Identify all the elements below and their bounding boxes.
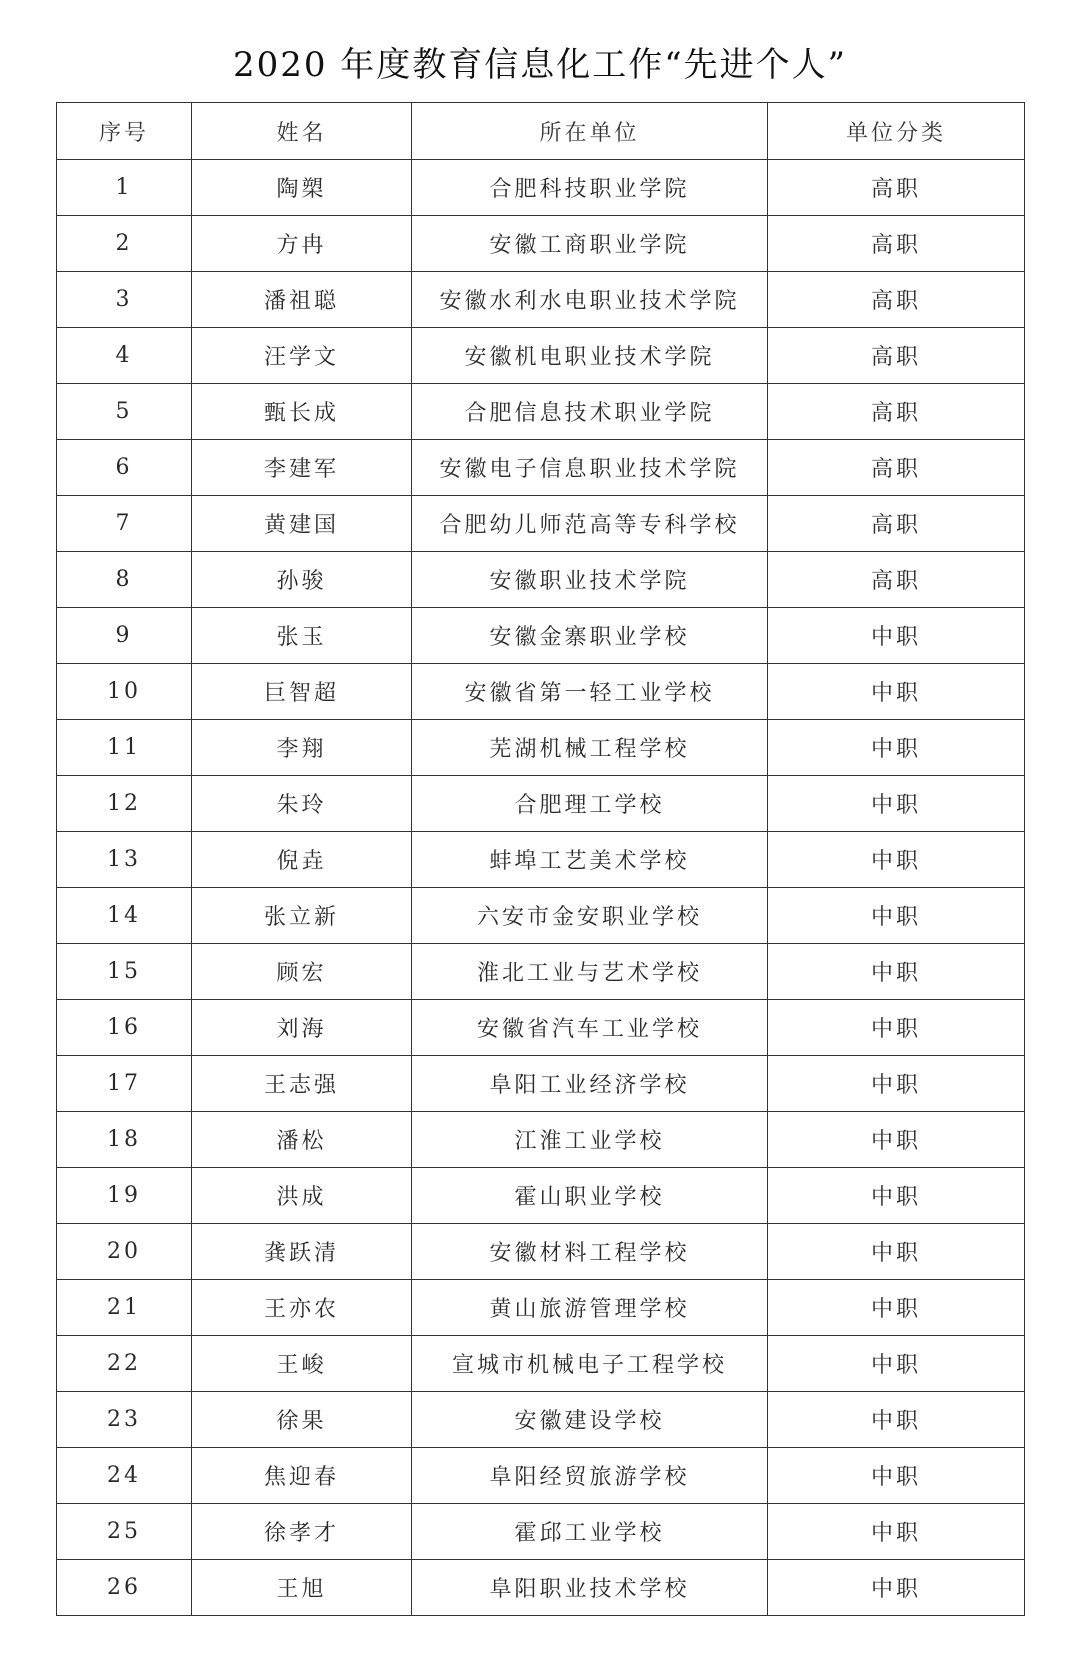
table-row: [57, 1224, 1025, 1280]
table-row: [57, 1112, 1025, 1168]
cell-name: 黄建国: [192, 496, 412, 552]
cell-category: 中职: [768, 1224, 1025, 1280]
cell-name: 潘祖聪: [192, 272, 412, 328]
cell-name: 倪垚: [192, 832, 412, 888]
cell-unit: 合肥幼儿师范高等专科学校: [412, 496, 768, 552]
cell-index: 14: [57, 888, 192, 944]
cell-index: 3: [57, 272, 192, 328]
table-header-row: [57, 103, 1025, 160]
page-title: 2020 年度教育信息化工作“先进个人”: [232, 45, 848, 85]
cell-index: 8: [57, 552, 192, 608]
cell-unit: 合肥理工学校: [412, 776, 768, 832]
table-row: [57, 1336, 1025, 1392]
cell-unit: 宣城市机械电子工程学校: [412, 1336, 768, 1392]
cell-name: 洪成: [192, 1168, 412, 1224]
cell-name: 张玉: [192, 608, 412, 664]
cell-category: 中职: [768, 664, 1025, 720]
cell-name: 顾宏: [192, 944, 412, 1000]
cell-index: 6: [57, 440, 192, 496]
cell-category: 高职: [768, 328, 1025, 384]
table-row: [57, 888, 1025, 944]
cell-unit: 合肥信息技术职业学院: [412, 384, 768, 440]
cell-unit: 安徽金寨职业学校: [412, 608, 768, 664]
cell-category: 中职: [768, 1392, 1025, 1448]
cell-name: 李翔: [192, 720, 412, 776]
table-row: [57, 1056, 1025, 1112]
cell-category: 中职: [768, 1280, 1025, 1336]
cell-name: 王旭: [192, 1560, 412, 1616]
cell-category: 中职: [768, 1056, 1025, 1112]
cell-category: 中职: [768, 944, 1025, 1000]
cell-unit: 淮北工业与艺术学校: [412, 944, 768, 1000]
table-row: [57, 776, 1025, 832]
cell-name: 王亦农: [192, 1280, 412, 1336]
table-row: [57, 608, 1025, 664]
cell-category: 中职: [768, 888, 1025, 944]
table-row: [57, 552, 1025, 608]
cell-unit: 六安市金安职业学校: [412, 888, 768, 944]
cell-unit: 安徽建设学校: [412, 1392, 768, 1448]
cell-name: 巨智超: [192, 664, 412, 720]
cell-index: 16: [57, 1000, 192, 1056]
cell-unit: 阜阳工业经济学校: [412, 1056, 768, 1112]
cell-name: 刘海: [192, 1000, 412, 1056]
cell-index: 26: [57, 1560, 192, 1616]
cell-unit: 安徽电子信息职业技术学院: [412, 440, 768, 496]
header-category: 单位分类: [768, 103, 1025, 160]
cell-index: 7: [57, 496, 192, 552]
cell-category: 高职: [768, 272, 1025, 328]
cell-unit: 霍山职业学校: [412, 1168, 768, 1224]
cell-name: 甄长成: [192, 384, 412, 440]
cell-name: 潘松: [192, 1112, 412, 1168]
table-row: [57, 328, 1025, 384]
cell-index: 2: [57, 216, 192, 272]
cell-name: 焦迎春: [192, 1448, 412, 1504]
cell-index: 22: [57, 1336, 192, 1392]
header-name: 姓名: [192, 103, 412, 160]
table-row: [57, 1000, 1025, 1056]
cell-unit: 霍邱工业学校: [412, 1504, 768, 1560]
cell-name: 王峻: [192, 1336, 412, 1392]
cell-unit: 安徽工商职业学院: [412, 216, 768, 272]
cell-name: 李建军: [192, 440, 412, 496]
cell-index: 9: [57, 608, 192, 664]
table-row: [57, 664, 1025, 720]
cell-name: 朱玲: [192, 776, 412, 832]
cell-category: 中职: [768, 1560, 1025, 1616]
cell-category: 中职: [768, 1168, 1025, 1224]
advanced-individuals-table: [56, 102, 1025, 1616]
cell-index: 25: [57, 1504, 192, 1560]
cell-unit: 阜阳职业技术学校: [412, 1560, 768, 1616]
cell-name: 方冉: [192, 216, 412, 272]
cell-unit: 蚌埠工艺美术学校: [412, 832, 768, 888]
cell-index: 18: [57, 1112, 192, 1168]
cell-category: 高职: [768, 440, 1025, 496]
table-row: [57, 160, 1025, 216]
cell-name: 孙骏: [192, 552, 412, 608]
cell-category: 中职: [768, 1112, 1025, 1168]
cell-index: 5: [57, 384, 192, 440]
table-row: [57, 496, 1025, 552]
cell-category: 中职: [768, 776, 1025, 832]
cell-index: 4: [57, 328, 192, 384]
cell-name: 汪学文: [192, 328, 412, 384]
cell-name: 陶槊: [192, 160, 412, 216]
table-row: [57, 1280, 1025, 1336]
cell-index: 21: [57, 1280, 192, 1336]
table-row: [57, 1504, 1025, 1560]
cell-category: 高职: [768, 384, 1025, 440]
table-row: [57, 1168, 1025, 1224]
cell-unit: 安徽省汽车工业学校: [412, 1000, 768, 1056]
table-row: [57, 944, 1025, 1000]
cell-category: 高职: [768, 552, 1025, 608]
cell-index: 17: [57, 1056, 192, 1112]
cell-category: 中职: [768, 1336, 1025, 1392]
cell-index: 10: [57, 664, 192, 720]
table-row: [57, 440, 1025, 496]
cell-name: 张立新: [192, 888, 412, 944]
cell-unit: 安徽省第一轻工业学校: [412, 664, 768, 720]
table-body: [57, 160, 1025, 1616]
cell-unit: 阜阳经贸旅游学校: [412, 1448, 768, 1504]
cell-category: 高职: [768, 160, 1025, 216]
cell-category: 中职: [768, 720, 1025, 776]
table-row: [57, 1448, 1025, 1504]
cell-category: 中职: [768, 1504, 1025, 1560]
cell-name: 龚跃清: [192, 1224, 412, 1280]
cell-name: 王志强: [192, 1056, 412, 1112]
cell-unit: 合肥科技职业学院: [412, 160, 768, 216]
cell-category: 中职: [768, 608, 1025, 664]
table-row: [57, 384, 1025, 440]
cell-category: 中职: [768, 1448, 1025, 1504]
cell-index: 11: [57, 720, 192, 776]
cell-category: 中职: [768, 832, 1025, 888]
cell-index: 19: [57, 1168, 192, 1224]
header-unit: 所在单位: [412, 103, 768, 160]
cell-unit: 江淮工业学校: [412, 1112, 768, 1168]
cell-index: 15: [57, 944, 192, 1000]
header-index: 序号: [57, 103, 192, 160]
table-row: [57, 720, 1025, 776]
table-row: [57, 832, 1025, 888]
table-row: [57, 216, 1025, 272]
cell-index: 1: [57, 160, 192, 216]
cell-category: 高职: [768, 216, 1025, 272]
cell-index: 20: [57, 1224, 192, 1280]
cell-name: 徐孝才: [192, 1504, 412, 1560]
cell-index: 12: [57, 776, 192, 832]
table-row: [57, 272, 1025, 328]
cell-unit: 安徽材料工程学校: [412, 1224, 768, 1280]
cell-index: 23: [57, 1392, 192, 1448]
cell-unit: 安徽水利水电职业技术学院: [412, 272, 768, 328]
cell-index: 13: [57, 832, 192, 888]
table-row: [57, 1560, 1025, 1616]
cell-category: 中职: [768, 1000, 1025, 1056]
cell-unit: 安徽机电职业技术学院: [412, 328, 768, 384]
cell-unit: 安徽职业技术学院: [412, 552, 768, 608]
cell-name: 徐果: [192, 1392, 412, 1448]
cell-category: 高职: [768, 496, 1025, 552]
cell-unit: 黄山旅游管理学校: [412, 1280, 768, 1336]
cell-unit: 芜湖机械工程学校: [412, 720, 768, 776]
cell-index: 24: [57, 1448, 192, 1504]
table-row: [57, 1392, 1025, 1448]
